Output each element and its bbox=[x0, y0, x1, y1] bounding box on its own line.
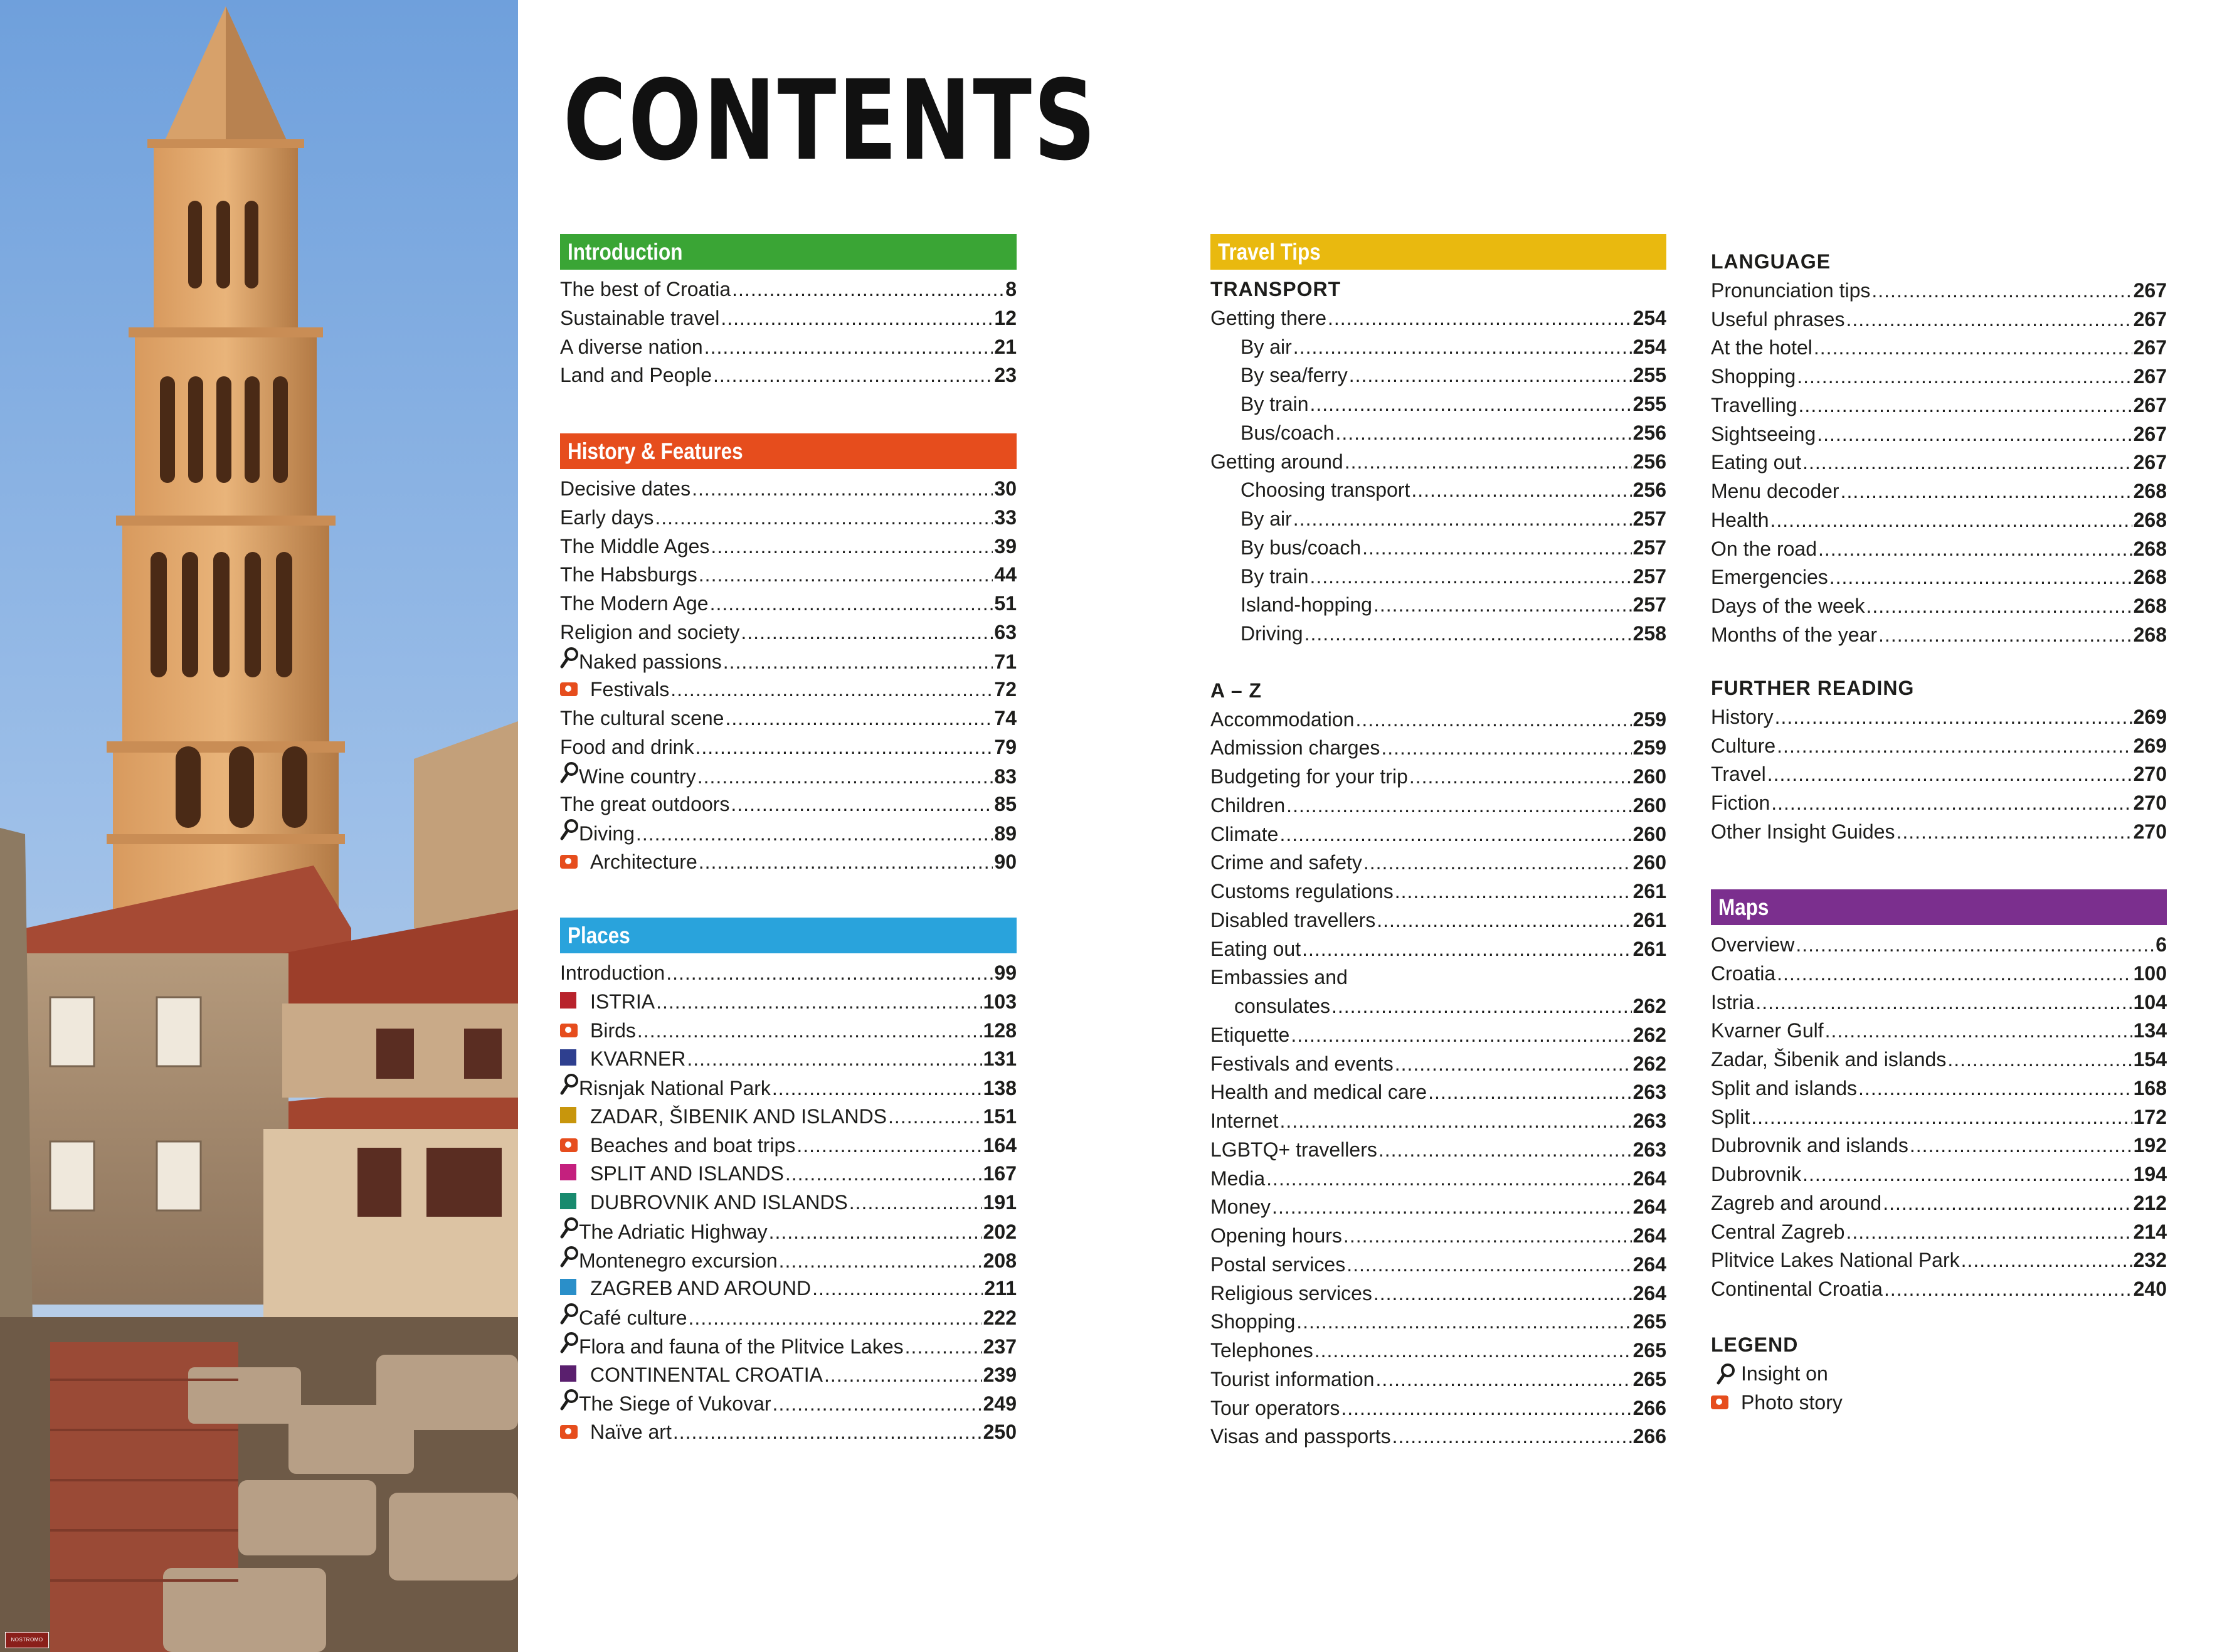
toc-entry[interactable]: By train ..... 255 bbox=[1210, 390, 1666, 419]
toc-entry[interactable]: Pronunciation tips ..... 267 bbox=[1711, 277, 2167, 305]
section-introduction bbox=[560, 234, 1017, 390]
toc-entry[interactable]: Health and medical care ..... 263 bbox=[1210, 1078, 1666, 1107]
toc-entry[interactable]: Plitvice Lakes National Park ..... 232 bbox=[1711, 1246, 2167, 1275]
toc-entry[interactable]: Getting there ..... 254 bbox=[1210, 304, 1666, 333]
toc-entry[interactable]: LGBTQ+ travellers ..... 263 bbox=[1210, 1136, 1666, 1165]
legend-photo-story bbox=[1711, 1389, 2167, 1417]
toc-entry[interactable]: ISTRIA ..... 103 bbox=[560, 988, 1017, 1017]
toc-entry[interactable]: Bus/coach ..... 256 bbox=[1210, 419, 1666, 448]
toc-entry[interactable]: Months of the year ..... 268 bbox=[1711, 621, 2167, 650]
toc-entry[interactable]: The Habsburgs ..... 44 bbox=[560, 561, 1017, 590]
toc-entry[interactable]: Visas and passports ..... 266 bbox=[1210, 1422, 1666, 1451]
camera-icon bbox=[560, 1425, 578, 1439]
region-color-swatch bbox=[560, 992, 576, 1009]
toc-entry[interactable]: The great outdoors ..... 85 bbox=[560, 790, 1017, 819]
toc-entry[interactable]: Sightseeing ..... 267 bbox=[1711, 420, 2167, 449]
toc-entry[interactable]: Decisive dates ..... 30 bbox=[560, 475, 1017, 504]
toc-entry[interactable]: Climate ..... 260 bbox=[1210, 820, 1666, 849]
toc-entry[interactable]: Early days ..... 33 bbox=[560, 504, 1017, 532]
toc-entry[interactable]: Tourist information ..... 265 bbox=[1210, 1365, 1666, 1394]
toc-entry[interactable]: Overview ..... 6 bbox=[1711, 931, 2167, 960]
toc-entry[interactable]: The Middle Ages ..... 39 bbox=[560, 532, 1017, 561]
magnifier-icon bbox=[560, 1332, 579, 1353]
page-title: CONTENTS bbox=[563, 56, 1098, 185]
camera-icon bbox=[560, 1138, 578, 1152]
toc-entry[interactable]: Café culture ..... 222 bbox=[560, 1303, 1017, 1332]
section-legend bbox=[1711, 1331, 2167, 1417]
toc-entry[interactable]: Continental Croatia ..... 240 bbox=[1711, 1275, 2167, 1304]
toc-entry[interactable]: Other Insight Guides ..... 270 bbox=[1711, 818, 2167, 847]
magnifier-icon bbox=[560, 647, 579, 669]
toc-entry[interactable]: By train ..... 257 bbox=[1210, 563, 1666, 591]
section-heading-history: History & Features bbox=[560, 433, 1017, 469]
toc-entry[interactable]: Useful phrases ..... 267 bbox=[1711, 305, 2167, 334]
legend-photo-story-label: Photo story bbox=[1741, 1390, 1843, 1414]
section-maps bbox=[1711, 889, 2167, 1304]
toc-entry[interactable]: The best of Croatia ..... 8 bbox=[560, 275, 1017, 304]
toc-entry[interactable]: Postal services ..... 264 bbox=[1210, 1251, 1666, 1279]
toc-entry[interactable]: Emergencies ..... 268 bbox=[1711, 563, 2167, 592]
toc-entry[interactable]: Flora and fauna of the Plitvice Lakes ..... 237 bbox=[560, 1332, 1017, 1361]
toc-entry[interactable]: Health ..... 268 bbox=[1711, 506, 2167, 535]
toc-entry[interactable]: ZADAR, ŠIBENIK AND ISLANDS ..... 151 bbox=[560, 1103, 1017, 1131]
toc-entry[interactable]: Central Zagreb ..... 214 bbox=[1711, 1218, 2167, 1247]
section-travel-tips bbox=[1210, 234, 1666, 1451]
toc-entry[interactable]: Tour operators ..... 266 bbox=[1210, 1394, 1666, 1423]
camera-icon bbox=[560, 855, 578, 869]
toc-entry[interactable]: Menu decoder ..... 268 bbox=[1711, 477, 2167, 506]
toc-entry[interactable]: Crime and safety ..... 260 bbox=[1210, 849, 1666, 877]
toc-entry[interactable]: Istria ..... 104 bbox=[1711, 988, 2167, 1017]
toc-entry[interactable]: consulates ..... 262 bbox=[1210, 992, 1666, 1021]
camera-icon bbox=[560, 682, 578, 696]
section-heading-further-reading: FURTHER READING bbox=[1711, 677, 1915, 699]
toc-entry[interactable]: Culture ..... 269 bbox=[1711, 732, 2167, 761]
camera-icon bbox=[560, 1024, 578, 1037]
region-color-swatch bbox=[560, 1164, 576, 1180]
toc-entry[interactable]: Travelling ..... 267 bbox=[1711, 391, 2167, 420]
section-heading-places: Places bbox=[560, 918, 1017, 953]
toc-entry[interactable]: Festivals and events ..... 262 bbox=[1210, 1050, 1666, 1079]
magnifier-icon bbox=[560, 1246, 579, 1268]
toc-entry[interactable]: Introduction ..... 99 bbox=[560, 959, 1017, 988]
toc-entry[interactable]: Etiquette ..... 262 bbox=[1210, 1021, 1666, 1050]
toc-entry[interactable]: Media ..... 264 bbox=[1210, 1165, 1666, 1194]
magnifier-icon bbox=[560, 1389, 579, 1411]
section-heading-legend: LEGEND bbox=[1711, 1333, 1799, 1356]
camera-icon bbox=[1711, 1395, 1728, 1409]
toc-entry[interactable]: Admission charges ..... 259 bbox=[1210, 734, 1666, 763]
toc-entry[interactable]: The Modern Age ..... 51 bbox=[560, 590, 1017, 618]
section-heading-travel-tips: Travel Tips bbox=[1210, 234, 1666, 270]
toc-entry[interactable]: Religion and society ..... 63 bbox=[560, 618, 1017, 647]
toc-entry[interactable]: Disabled travellers ..... 261 bbox=[1210, 906, 1666, 935]
toc-entry[interactable]: Sustainable travel ..... 12 bbox=[560, 304, 1017, 333]
toc-entry[interactable]: KVARNER ..... 131 bbox=[560, 1045, 1017, 1074]
toc-entry[interactable]: SPLIT AND ISLANDS ..... 167 bbox=[560, 1160, 1017, 1189]
subsection-heading-a-z: A – Z bbox=[1210, 679, 1262, 702]
toc-entry[interactable]: Architecture ..... 90 bbox=[560, 848, 1017, 877]
toc-entry[interactable]: Money ..... 264 bbox=[1210, 1193, 1666, 1222]
region-color-swatch bbox=[560, 1279, 576, 1295]
toc-entry[interactable]: The Adriatic Highway ..... 202 bbox=[560, 1217, 1017, 1246]
toc-entry[interactable]: History ..... 269 bbox=[1711, 703, 2167, 732]
toc-entry[interactable]: Wine country ..... 83 bbox=[560, 762, 1017, 791]
magnifier-icon bbox=[560, 762, 579, 783]
region-color-swatch bbox=[560, 1365, 576, 1382]
toc-entry[interactable]: Driving ..... 258 bbox=[1210, 620, 1666, 649]
toc-entry[interactable]: Land and People ..... 23 bbox=[560, 361, 1017, 390]
magnifier-icon bbox=[560, 1074, 579, 1095]
toc-entry[interactable]: Shopping ..... 267 bbox=[1711, 363, 2167, 391]
toc-entry[interactable]: The Siege of Vukovar ..... 249 bbox=[560, 1389, 1017, 1418]
section-history-features bbox=[560, 433, 1017, 877]
toc-entry[interactable]: Dubrovnik ..... 194 bbox=[1711, 1160, 2167, 1189]
toc-entry[interactable]: Eating out ..... 267 bbox=[1711, 448, 2167, 477]
toc-entry[interactable]: Dubrovnik and islands ..... 192 bbox=[1711, 1131, 2167, 1160]
toc-entry[interactable]: Split ..... 172 bbox=[1711, 1103, 2167, 1132]
toc-entry[interactable]: Risnjak National Park ..... 138 bbox=[560, 1074, 1017, 1103]
toc-entry[interactable]: Zagreb and around ..... 212 bbox=[1711, 1189, 2167, 1218]
toc-entry[interactable]: Accommodation ..... 259 bbox=[1210, 706, 1666, 734]
toc-entry[interactable]: By air ..... 257 bbox=[1210, 505, 1666, 534]
toc-entry[interactable]: Diving ..... 89 bbox=[560, 819, 1017, 848]
toc-entry[interactable]: Kvarner Gulf ..... 134 bbox=[1711, 1017, 2167, 1046]
toc-entry-line1[interactable]: Embassies and bbox=[1210, 966, 1348, 989]
section-heading-maps: Maps bbox=[1711, 889, 2167, 925]
toc-entry[interactable]: At the hotel ..... 267 bbox=[1711, 334, 2167, 363]
toc-entry[interactable]: Days of the week ..... 268 bbox=[1711, 592, 2167, 621]
toc-entry[interactable]: Shopping ..... 265 bbox=[1210, 1308, 1666, 1337]
section-further-reading bbox=[1711, 674, 2167, 847]
legend-insight bbox=[1711, 1360, 2167, 1389]
toc-entry[interactable]: Opening hours ..... 264 bbox=[1210, 1222, 1666, 1251]
toc-entry[interactable]: By bus/coach ..... 257 bbox=[1210, 534, 1666, 563]
region-color-swatch bbox=[560, 1107, 576, 1123]
toc-entry[interactable]: CONTINENTAL CROATIA ..... 239 bbox=[560, 1361, 1017, 1390]
toc-entry[interactable]: Croatia ..... 100 bbox=[1711, 960, 2167, 988]
section-places bbox=[560, 918, 1017, 1447]
magnifier-icon bbox=[1711, 1363, 1741, 1385]
toc-entry[interactable]: Travel ..... 270 bbox=[1711, 760, 2167, 789]
toc-entry[interactable]: Island-hopping ..... 257 bbox=[1210, 591, 1666, 620]
section-heading-introduction: Introduction bbox=[560, 234, 1017, 270]
toc-entry[interactable]: Zadar, Šibenik and islands ..... 154 bbox=[1711, 1046, 2167, 1074]
region-color-swatch bbox=[560, 1049, 576, 1066]
toc-entry[interactable]: Montenegro excursion ..... 208 bbox=[560, 1246, 1017, 1275]
magnifier-icon bbox=[560, 819, 579, 840]
legend-insight-label: Insight on bbox=[1741, 1362, 1828, 1385]
toc-entry[interactable]: Festivals ..... 72 bbox=[560, 675, 1017, 704]
toc-entry[interactable]: A diverse nation ..... 21 bbox=[560, 333, 1017, 362]
toc-entry[interactable]: Naïve art ..... 250 bbox=[560, 1418, 1017, 1447]
magnifier-icon bbox=[560, 1303, 579, 1325]
toc-entry[interactable]: On the road ..... 268 bbox=[1711, 535, 2167, 564]
toc-entry[interactable]: Eating out ..... 261 bbox=[1210, 935, 1666, 964]
toc-entry[interactable]: Religious services ..... 264 bbox=[1210, 1279, 1666, 1308]
toc-entry[interactable]: ZAGREB AND AROUND ..... 211 bbox=[560, 1274, 1017, 1303]
publisher-logo: NOSTROMO bbox=[5, 1632, 49, 1648]
toc-entry[interactable]: Beaches and boat trips ..... 164 bbox=[560, 1131, 1017, 1160]
toc-entry[interactable]: Customs regulations ..... 261 bbox=[1210, 877, 1666, 906]
toc-entry[interactable]: DUBROVNIK AND ISLANDS ..... 191 bbox=[560, 1189, 1017, 1217]
subsection-heading-transport: TRANSPORT bbox=[1210, 278, 1341, 300]
toc-entry[interactable]: Food and drink ..... 79 bbox=[560, 733, 1017, 762]
toc-entry[interactable]: Naked passions ..... 71 bbox=[560, 647, 1017, 676]
toc-entry[interactable]: Budgeting for your trip ..... 260 bbox=[1210, 763, 1666, 792]
toc-entry[interactable]: By sea/ferry ..... 255 bbox=[1210, 361, 1666, 390]
region-color-swatch bbox=[560, 1193, 576, 1209]
toc-entry[interactable]: Fiction ..... 270 bbox=[1711, 789, 2167, 818]
toc-entry[interactable]: Split and islands ..... 168 bbox=[1711, 1074, 2167, 1103]
toc-entry[interactable]: By air ..... 254 bbox=[1210, 333, 1666, 362]
section-language bbox=[1711, 248, 2167, 650]
cover-photo-split-bell-tower bbox=[0, 0, 518, 1652]
magnifier-icon bbox=[560, 1217, 579, 1239]
toc-entry[interactable]: Birds ..... 128 bbox=[560, 1017, 1017, 1046]
section-heading-language: LANGUAGE bbox=[1711, 250, 1831, 273]
toc-entry[interactable]: Telephones ..... 265 bbox=[1210, 1337, 1666, 1365]
toc-entry[interactable]: Internet ..... 263 bbox=[1210, 1107, 1666, 1136]
toc-entry[interactable]: Choosing transport ..... 256 bbox=[1210, 476, 1666, 505]
toc-entry[interactable]: Children ..... 260 bbox=[1210, 792, 1666, 820]
toc-entry[interactable]: The cultural scene ..... 74 bbox=[560, 704, 1017, 733]
toc-entry[interactable]: Getting around ..... 256 bbox=[1210, 448, 1666, 477]
